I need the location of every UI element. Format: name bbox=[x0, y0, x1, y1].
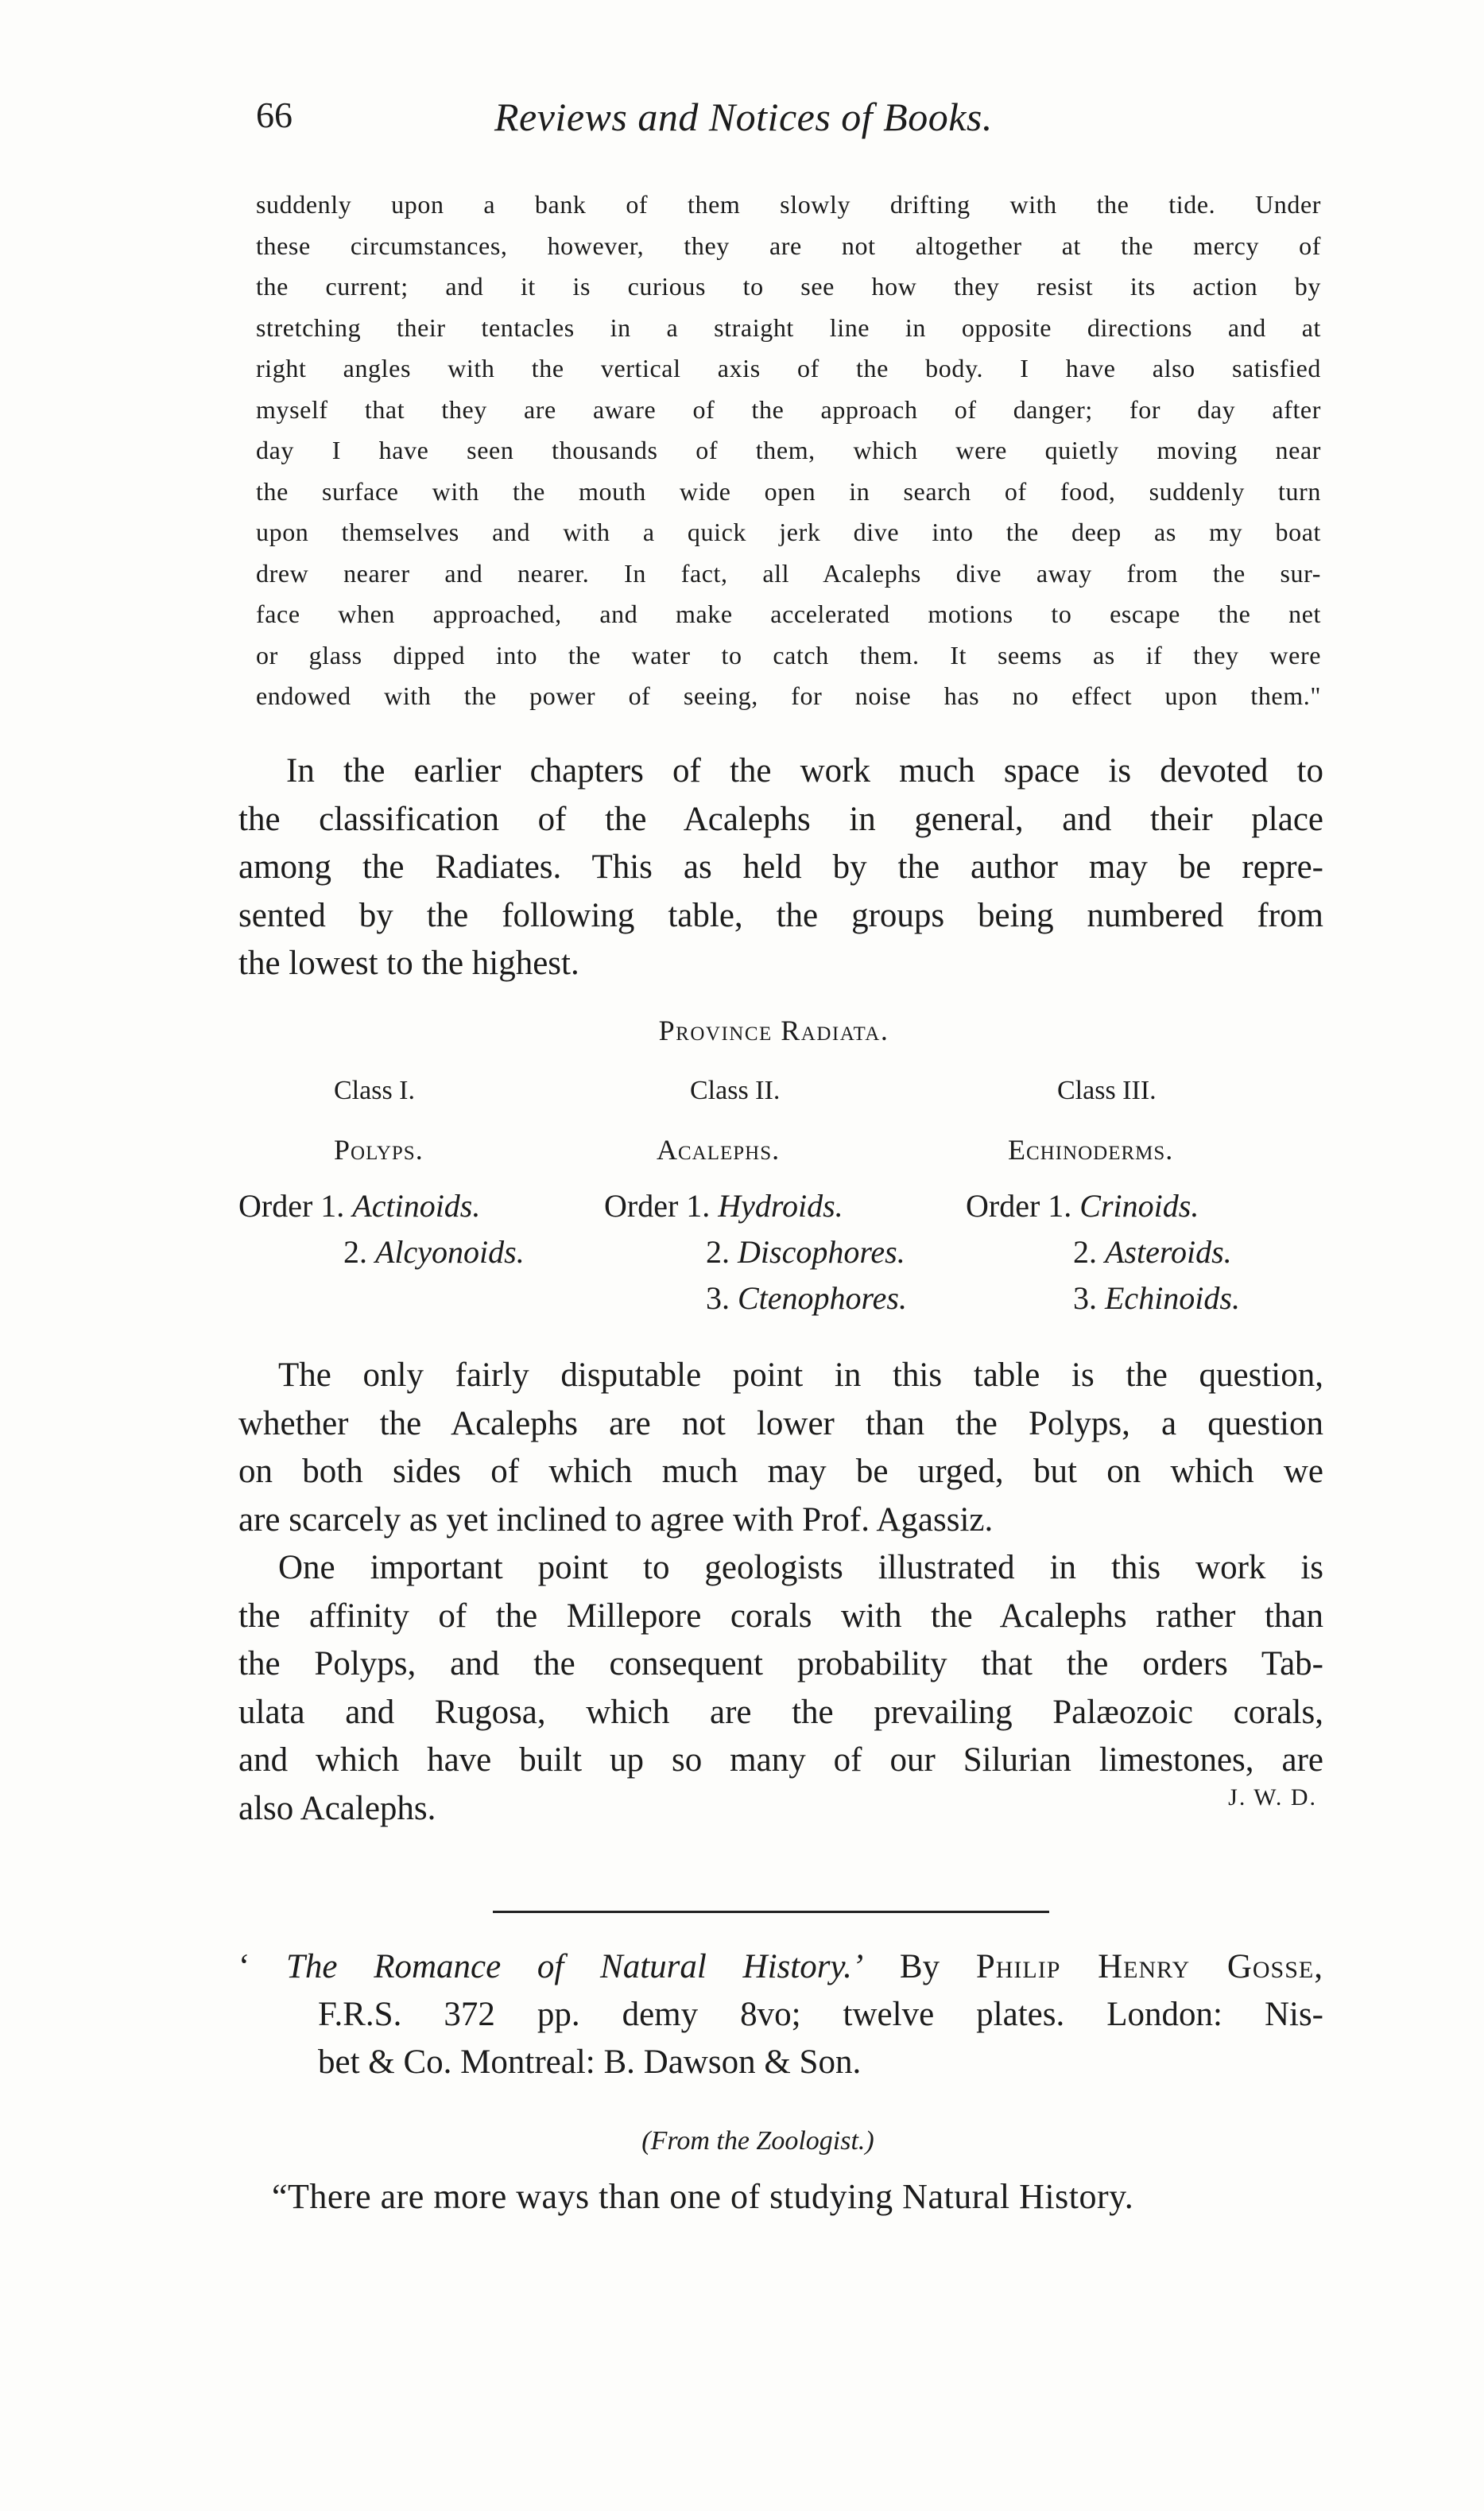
class-label: Class III. bbox=[1057, 1076, 1157, 1105]
quote-line: suddenly upon a bank of them slowly drifting with the tide. Under bbox=[256, 190, 1321, 219]
paragraph-line: on both sides of which much may be urged, but on which we bbox=[238, 1453, 1323, 1490]
quote-line: or glass dipped into the water to catch them. It seems as if they were bbox=[256, 640, 1321, 669]
book-title-line: ‘ The Romance of Natural History.’ By Philip Henry Gosse, bbox=[238, 1948, 1323, 1985]
paragraph-line: The only fairly disputable point in this table is the question, bbox=[278, 1356, 1323, 1394]
class-label: Class I. bbox=[334, 1076, 415, 1105]
order-item: 2. Discophores. bbox=[706, 1234, 905, 1270]
quote-line: the surface with the mouth wide open in search of food, suddenly turn bbox=[256, 476, 1321, 506]
quote-line: upon themselves and with a quick jerk dive into the deep as my boat bbox=[256, 518, 1321, 546]
quote-line: myself that they are aware of the approach of danger; for day after bbox=[256, 394, 1321, 424]
paragraph-line: In the earlier chapters of the work much space is devoted to bbox=[286, 752, 1323, 790]
book-title: The Romance of Natural History.’ bbox=[286, 1948, 864, 1985]
class-name: Echinoderms. bbox=[1008, 1134, 1174, 1166]
order-item: 2. Asteroids. bbox=[1073, 1234, 1232, 1270]
paragraph-line: whether the Acalephs are not lower than the Polyps, a question bbox=[238, 1404, 1323, 1442]
book-details-line: F.R.S. 372 pp. demy 8vo; twelve plates. London: Nis- bbox=[318, 1996, 1323, 2033]
quote-line: face when approached, and make accelerated motions to escape the net bbox=[256, 600, 1321, 628]
paragraph-line: the lowest to the highest. bbox=[238, 945, 579, 982]
paragraph-line: ulata and Rugosa, which are the prevailing Palæozoic corals, bbox=[238, 1693, 1323, 1731]
order-item: Order 1. Crinoids. bbox=[966, 1188, 1199, 1224]
paragraph-line: the Polyps, and the consequent probability that the orders Tab- bbox=[238, 1645, 1323, 1682]
class-name: Polyps. bbox=[334, 1134, 424, 1166]
quote-line: right angles with the vertical axis of the body. I have also satisfied bbox=[256, 354, 1321, 382]
paragraph-line: among the Radiates. This as held by the author may be repre- bbox=[238, 848, 1323, 886]
order-item: 3. Ctenophores. bbox=[706, 1280, 907, 1316]
book-publisher-line: bet & Co. Montreal: B. Dawson & Son. bbox=[318, 2043, 862, 2081]
paragraph-millepore bbox=[238, 1544, 1323, 1833]
class-name: Acalephs. bbox=[657, 1134, 781, 1166]
paragraph-line: sented by the following table, the groups being numbered from bbox=[238, 896, 1323, 934]
quote-line: stretching their tentacles in a straight line in opposite directions and at bbox=[256, 312, 1321, 342]
paragraph-line: One important point to geologists illustrated in this work is bbox=[278, 1549, 1323, 1586]
page-header bbox=[256, 94, 1321, 142]
quote-line: day I have seen thousands of them, which were quietly moving near bbox=[256, 436, 1321, 464]
source-note: (From the Zoologist.) bbox=[641, 2126, 874, 2156]
opening-quotation: “There are more ways than one of studying Natural History. bbox=[272, 2177, 1134, 2216]
page-number: 66 bbox=[256, 95, 293, 135]
review-attribution: J. W. D. bbox=[1228, 1784, 1317, 1810]
quote-line: the current; and it is curious to see how they resist its action by bbox=[256, 272, 1321, 301]
class-label: Class II. bbox=[690, 1076, 781, 1105]
order-item: Order 1. Actinoids. bbox=[238, 1188, 481, 1224]
order-item: 3. Echinoids. bbox=[1073, 1280, 1240, 1316]
book-author: Philip Henry Gosse, bbox=[975, 1948, 1323, 1985]
paragraph-line: the affinity of the Millepore corals with the Acalephs rather than bbox=[238, 1597, 1323, 1635]
paragraph-classification bbox=[238, 747, 1323, 988]
paragraph-disputable bbox=[238, 1352, 1323, 1544]
quote-line: endowed with the power of seeing, for noise has no effect upon them." bbox=[256, 681, 1321, 710]
paragraph-line: also Acalephs. bbox=[238, 1789, 436, 1827]
section-divider bbox=[493, 1911, 1049, 1913]
quote-line: these circumstances, however, they are not altogether at the mercy of bbox=[256, 231, 1321, 260]
order-item: Order 1. Hydroids. bbox=[604, 1188, 843, 1224]
book-reference bbox=[238, 1943, 1323, 2086]
paragraph-line: and which have built up so many of our Silurian limestones, are bbox=[238, 1741, 1323, 1779]
quote-line: drew nearer and nearer. In fact, all Acalephs dive away from the sur- bbox=[256, 558, 1321, 588]
block-quote bbox=[256, 184, 1321, 717]
paragraph-line: are scarcely as yet inclined to agree with Prof. Agassiz. bbox=[238, 1500, 994, 1539]
table-title: Province Radiata. bbox=[658, 1015, 889, 1046]
order-item: 2. Alcyonoids. bbox=[343, 1234, 525, 1270]
running-head: Reviews and Notices of Books. bbox=[494, 95, 993, 139]
paragraph-line: the classification of the Acalephs in general, and their place bbox=[238, 800, 1323, 838]
